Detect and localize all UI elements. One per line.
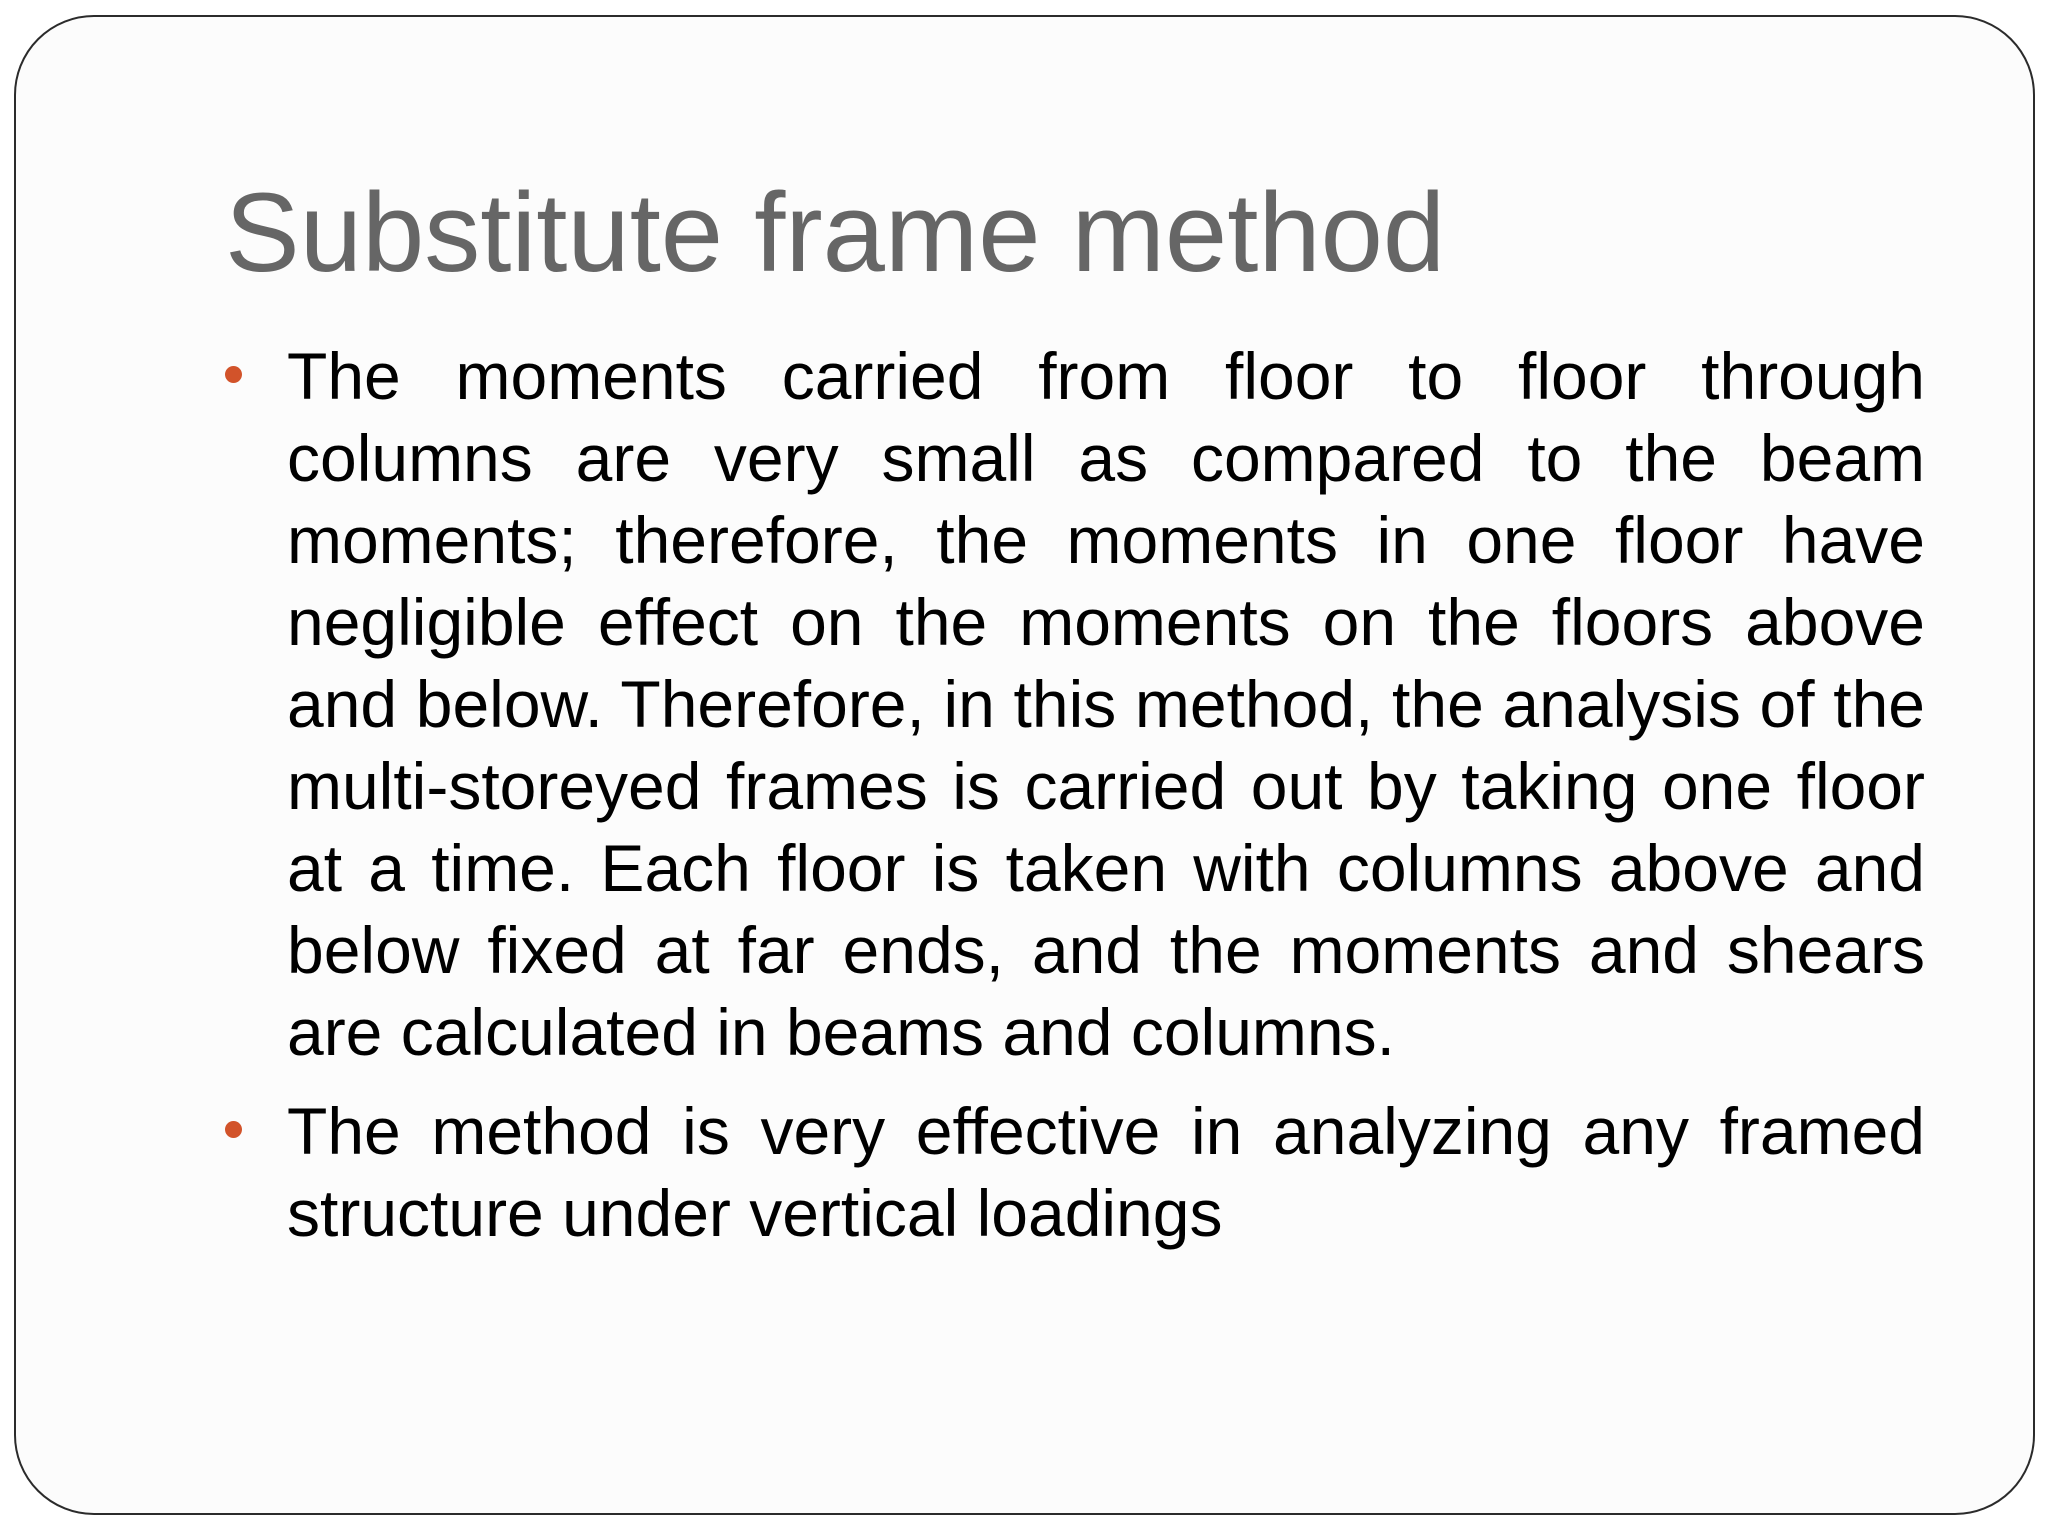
bullet-text: The moments carried from floor to floor through columns are very small as compared to the beam moments; therefore, the moments in one floor have negligible effect on the moments on the floors above and below. Therefore, in this method, the analysis of the multi-storeyed frames is carried out by taking one floor at a time. Each floor is taken with columns above and below fixed at far ends, and the moments and shears are calculated in beams and columns. — [287, 339, 1925, 1069]
bullet-item — [225, 335, 1925, 1073]
slide-title: Substitute frame method — [225, 170, 1446, 295]
bullet-list — [225, 335, 1925, 1271]
bullet-item — [225, 1090, 1925, 1254]
bullet-text: The method is very effective in analyzing any framed structure under vertical loadings — [287, 1094, 1925, 1250]
bullet-dot-icon — [225, 1121, 242, 1138]
bullet-dot-icon — [225, 366, 242, 383]
